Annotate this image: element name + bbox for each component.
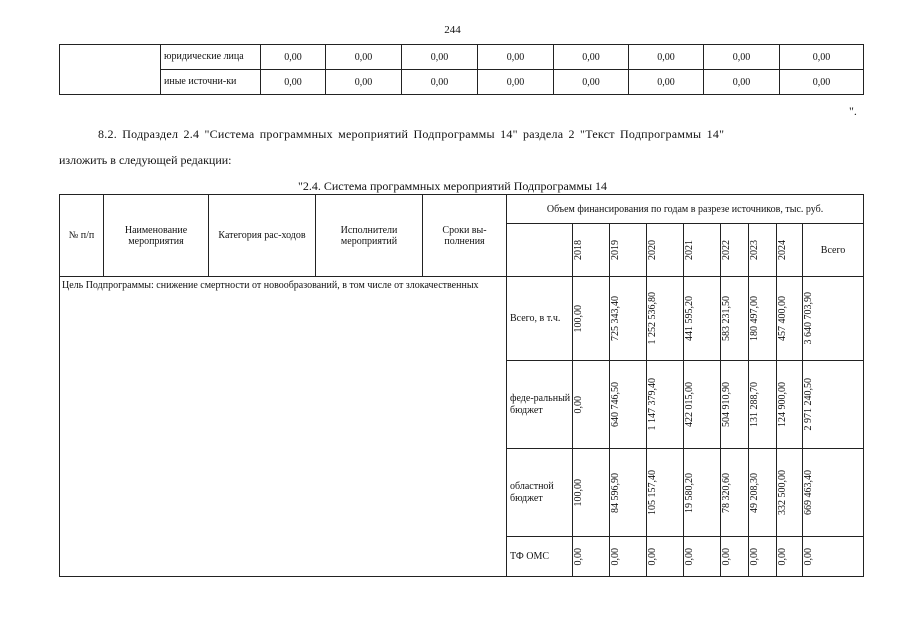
value-cell xyxy=(647,449,684,537)
value-text: 0,00 xyxy=(573,395,584,414)
empty-cell xyxy=(60,70,161,95)
value-text: 0,00 xyxy=(684,547,695,566)
value-cell xyxy=(803,537,864,577)
value-text: 105 157,40 xyxy=(647,470,658,515)
year-header xyxy=(684,224,721,277)
value-text: 0,00 xyxy=(573,547,584,566)
value-cell: 0,00 xyxy=(704,45,780,70)
value-cell xyxy=(573,361,610,449)
value-cell xyxy=(647,361,684,449)
header-terms: Сроки вы-полнения xyxy=(423,195,507,277)
value-cell: 0,00 xyxy=(780,70,864,95)
value-cell xyxy=(803,361,864,449)
value-cell: 0,00 xyxy=(326,45,402,70)
closing-quote: ". xyxy=(849,104,857,118)
value-cell xyxy=(749,277,777,361)
value-text: 457 400,00 xyxy=(777,296,788,341)
value-text: 0,00 xyxy=(647,547,658,566)
value-cell xyxy=(684,537,721,577)
value-cell xyxy=(803,277,864,361)
value-cell xyxy=(721,537,749,577)
value-text: 180 497,00 xyxy=(749,296,760,341)
value-text: 84 596,90 xyxy=(610,472,621,513)
value-text: 583 231,50 xyxy=(721,296,732,341)
header-num: № п/п xyxy=(60,195,104,277)
year-2022: 2022 xyxy=(721,240,732,260)
header-row xyxy=(60,195,864,224)
paragraph-line-2: изложить в следующей редакции: xyxy=(59,153,232,167)
value-text: 1 147 379,40 xyxy=(647,378,658,431)
value-text: 3 640 703,90 xyxy=(803,292,814,345)
continuation-table xyxy=(59,44,864,95)
year-2019: 2019 xyxy=(610,240,621,260)
goal-cell: Цель Подпрограммы: снижение смертности от новообразований, в том числе от злокачественных xyxy=(60,277,507,577)
value-text: 0,00 xyxy=(777,547,788,566)
value-cell xyxy=(573,537,610,577)
value-cell: 0,00 xyxy=(326,70,402,95)
value-cell xyxy=(749,449,777,537)
value-text: 669 463,40 xyxy=(803,470,814,515)
page-number: 244 xyxy=(444,24,461,36)
value-text: 422 015,00 xyxy=(684,382,695,427)
table-row xyxy=(60,277,864,361)
value-cell xyxy=(777,449,803,537)
value-text: 2 971 240,50 xyxy=(803,378,814,431)
value-text: 78 320,60 xyxy=(721,472,732,513)
empty-header-cell xyxy=(507,224,573,277)
value-text: 131 288,70 xyxy=(749,382,760,427)
value-cell: 0,00 xyxy=(402,70,478,95)
source-label: феде-ральный бюджет xyxy=(507,361,573,449)
value-cell: 0,00 xyxy=(261,70,326,95)
value-cell: 0,00 xyxy=(780,45,864,70)
value-text: 0,00 xyxy=(610,547,621,566)
total-header: Всего xyxy=(803,224,864,277)
value-cell xyxy=(573,449,610,537)
year-header xyxy=(647,224,684,277)
value-cell xyxy=(777,537,803,577)
value-cell xyxy=(749,361,777,449)
value-cell xyxy=(684,361,721,449)
year-2021: 2021 xyxy=(684,240,695,260)
value-text: 0,00 xyxy=(721,547,732,566)
table-row xyxy=(60,70,864,95)
value-text: 0,00 xyxy=(803,547,814,566)
value-cell xyxy=(777,361,803,449)
value-cell: 0,00 xyxy=(629,45,704,70)
value-cell xyxy=(573,277,610,361)
source-label: иные источни-ки xyxy=(161,70,261,95)
value-text: 100,00 xyxy=(573,304,584,333)
value-text: 441 595,20 xyxy=(684,296,695,341)
value-text: 49 208,30 xyxy=(749,472,760,513)
year-2020: 2020 xyxy=(647,240,658,260)
value-cell: 0,00 xyxy=(704,70,780,95)
value-cell xyxy=(647,277,684,361)
source-label: юридические лица xyxy=(161,45,261,70)
header-name: Наименование мероприятия xyxy=(104,195,209,277)
year-header xyxy=(749,224,777,277)
value-text: 332 500,00 xyxy=(777,470,788,515)
value-text: 124 900,00 xyxy=(777,382,788,427)
value-cell: 0,00 xyxy=(402,45,478,70)
value-text: 504 910,90 xyxy=(721,382,732,427)
source-label: ТФ ОМС xyxy=(507,537,573,577)
year-header xyxy=(721,224,749,277)
year-2024: 2024 xyxy=(777,240,788,260)
table-row xyxy=(60,45,864,70)
value-cell xyxy=(610,277,647,361)
program-measures-table xyxy=(59,194,864,577)
value-cell: 0,00 xyxy=(261,45,326,70)
value-cell xyxy=(684,277,721,361)
year-2023: 2023 xyxy=(749,240,760,260)
value-cell xyxy=(610,449,647,537)
value-cell xyxy=(803,449,864,537)
value-cell xyxy=(777,277,803,361)
value-text: 640 746,50 xyxy=(610,382,621,427)
header-executors: Исполнители мероприятий xyxy=(316,195,423,277)
empty-cell xyxy=(60,45,161,70)
value-text: 0,00 xyxy=(749,547,760,566)
value-text: 19 580,20 xyxy=(684,472,695,513)
year-header xyxy=(610,224,647,277)
value-cell xyxy=(721,449,749,537)
value-text: 725 343,40 xyxy=(610,296,621,341)
value-text: 1 252 536,80 xyxy=(647,292,658,345)
value-text: 100,00 xyxy=(573,478,584,507)
source-label: областной бюджет xyxy=(507,449,573,537)
paragraph-line-1: 8.2. Подраздел 2.4 "Система программных мероприятий Подпрограммы 14" раздела 2 "Текст Подпрограммы 14" xyxy=(98,127,725,141)
header-funding: Объем финансирования по годам в разрезе источников, тыс. руб. xyxy=(507,195,864,224)
value-cell xyxy=(749,537,777,577)
value-cell: 0,00 xyxy=(554,45,629,70)
year-2018: 2018 xyxy=(573,240,584,260)
value-cell xyxy=(610,537,647,577)
value-cell: 0,00 xyxy=(554,70,629,95)
value-cell: 0,00 xyxy=(478,70,554,95)
table-title: "2.4. Система программных мероприятий Подпрограммы 14 xyxy=(297,179,608,193)
year-header xyxy=(777,224,803,277)
value-cell xyxy=(684,449,721,537)
value-cell xyxy=(721,277,749,361)
value-cell: 0,00 xyxy=(629,70,704,95)
value-cell xyxy=(721,361,749,449)
value-cell xyxy=(647,537,684,577)
value-cell xyxy=(610,361,647,449)
header-category: Категория рас-ходов xyxy=(209,195,316,277)
value-cell: 0,00 xyxy=(478,45,554,70)
year-header xyxy=(573,224,610,277)
source-label: Всего, в т.ч. xyxy=(507,277,573,361)
